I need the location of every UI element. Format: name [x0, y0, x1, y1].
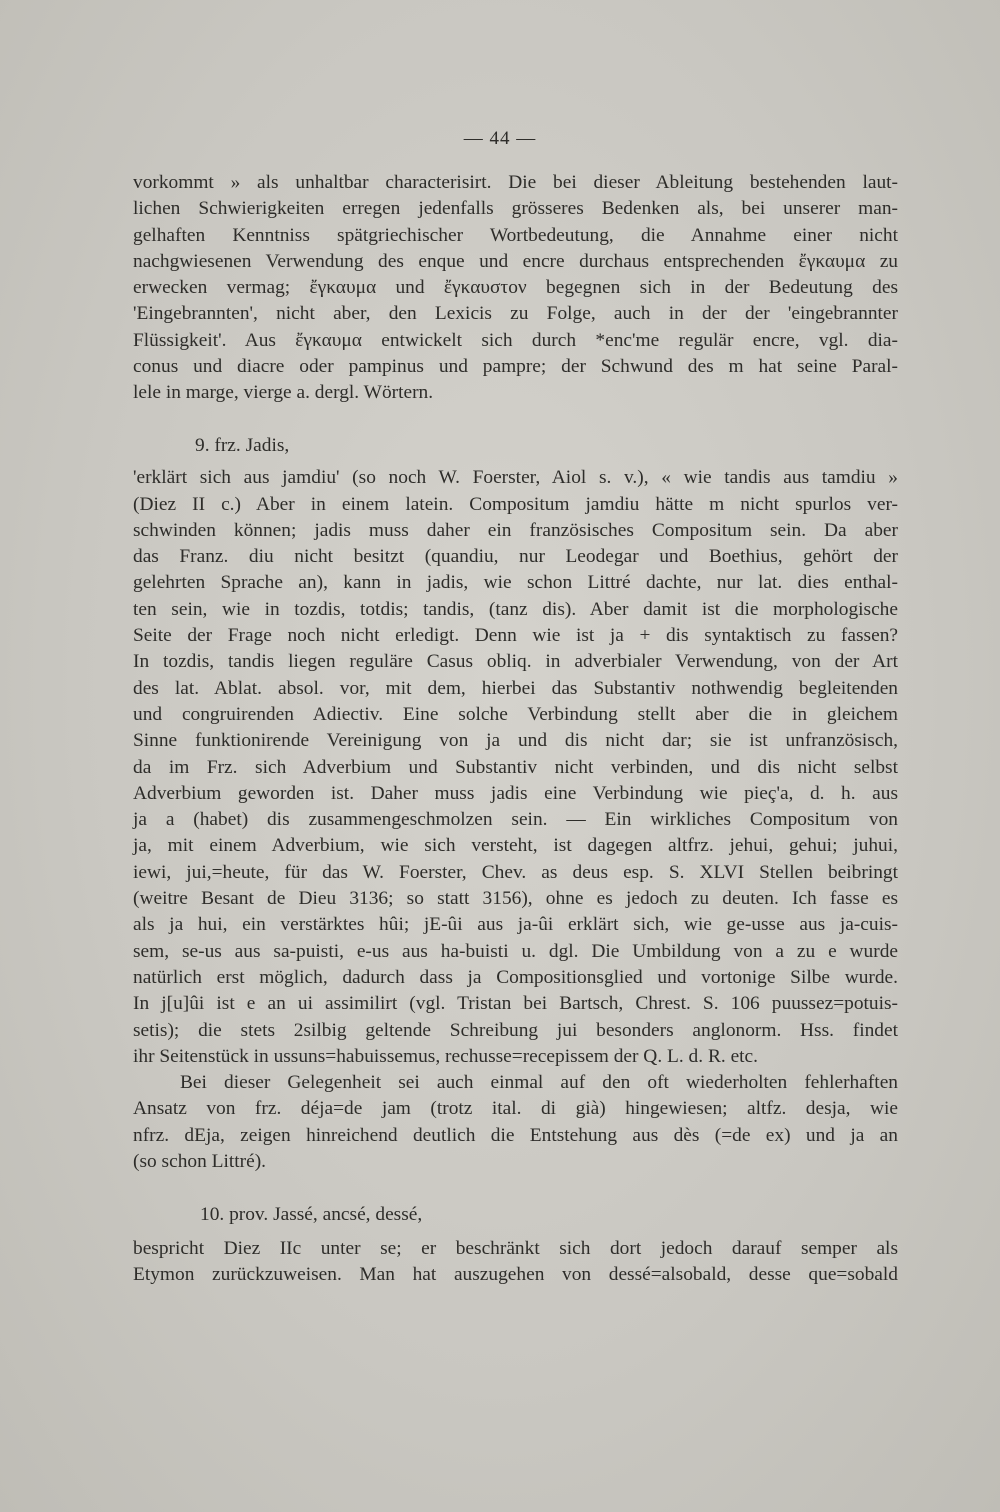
- text-line: setis); die stets 2silbig geltende Schreibung jui besonders anglonorm. Hss. findet: [133, 1019, 898, 1041]
- paragraph-2: [133, 465, 898, 1070]
- text-line: schwinden können; jadis muss daher ein französisches Compositum sein. Da aber: [133, 519, 898, 541]
- text-line: gelehrten Sprache an), kann in jadis, wie schon Littré dachte, nur lat. dies enthal-: [133, 572, 898, 594]
- text-line: Etymon zurückzuweisen. Man hat auszugehen von dessé=alsobald, desse que=sobald: [133, 1264, 898, 1286]
- text-line: ihr Seitenstück in ussuns=habuissemus, rechusse=recepissem der Q. L. d. R. etc.: [133, 1045, 759, 1067]
- text-line: (Diez II c.) Aber in einem latein. Compositum jamdiu hätte m nicht spurlos ver-: [133, 493, 898, 515]
- text-line: da im Frz. sich Adverbium und Substantiv nicht verbinden, und dis nicht selbst: [133, 756, 898, 778]
- text-line: bespricht Diez IIc unter se; er beschränkt sich dort jedoch darauf semper als: [133, 1237, 898, 1259]
- text-line: erwecken vermag; ἔγκαυμα und ἔγκαυστον begegnen sich in der Bedeutung des: [133, 277, 898, 299]
- paragraph-3: [133, 1070, 898, 1175]
- section-heading-10: 10. prov. Jassé, ancsé, dessé,: [200, 1203, 423, 1225]
- text-line: Seite der Frage noch nicht erledigt. Denn wie ist ja + dis syntaktisch zu fassen?: [133, 625, 898, 647]
- text-line: lele in marge, vierge a. dergl. Wörtern.: [133, 382, 434, 404]
- text-line: nfrz. dEja, zeigen hinreichend deutlich die Entstehung aus dès (=de ex) und ja an: [133, 1124, 898, 1146]
- page-number: — 44 —: [463, 128, 537, 149]
- spacer: [133, 1175, 898, 1201]
- text-line: gelhaften Kenntniss spätgriechischer Wortbedeutung, die Annahme einer nicht: [133, 224, 898, 246]
- text-line: Bei dieser Gelegenheit sei auch einmal auf den oft wiederholten fehlerhaften: [180, 1072, 898, 1094]
- paragraph-1: [133, 170, 898, 407]
- text-line: ja a (habet) dis zusammengeschmolzen sein. — Ein wirkliches Compositum von: [133, 809, 898, 831]
- text-line: vorkommt » als unhaltbar characterisirt. Die bei dieser Ableitung bestehenden laut-: [133, 172, 898, 193]
- text-line: Adverbium geworden ist. Daher muss jadis eine Verbindung wie pieç'a, d. h. aus: [133, 782, 898, 804]
- text-line: ja, mit einem Adverbium, wie sich versteht, ist dagegen altfrz. jehui, gehui; juhui,: [133, 835, 898, 857]
- text-line: des lat. Ablat. absol. vor, mit dem, hierbei das Substantiv nothwendig begleitenden: [133, 677, 898, 699]
- text-line: ten sein, wie in tozdis, totdis; tandis, (tanz dis). Aber damit ist die morphologische: [133, 598, 898, 620]
- text-line: 'erklärt sich aus jamdiu' (so noch W. Foerster, Aiol s. v.), « wie tandis aus tamdiu »: [133, 467, 898, 489]
- text-line: conus und diacre oder pampinus und pampre; der Schwund des m hat seine Paral-: [133, 356, 898, 378]
- spacer: [133, 1228, 898, 1236]
- text-line: 'Eingebrannten', nicht aber, den Lexicis zu Folge, auch in der der 'eingebrannter: [133, 303, 898, 325]
- text-line: In tozdis, tandis liegen reguläre Casus obliq. in adverbialer Verwendung, von der Art: [133, 651, 898, 673]
- spacer: [133, 407, 898, 433]
- text-line: und congruirenden Adiectiv. Eine solche Verbindung stellt aber die in gleichem: [133, 703, 898, 725]
- text-line: nachgwiesenen Verwendung des enque und encre durchaus entsprechenden ἔγκαυμα zu: [133, 250, 898, 272]
- text-line: natürlich erst möglich, dadurch dass ja Compositionsglied und vortonige Silbe wurde.: [133, 966, 898, 988]
- body-text: [133, 170, 898, 1288]
- text-line: Ansatz von frz. déja=de jam (trotz ital. di già) hingewiesen; altfz. desja, wie: [133, 1098, 898, 1120]
- text-line: In j[u]ûi ist e an ui assimilirt (vgl. Tristan bei Bartsch, Chrest. S. 106 puussez=potuis-: [133, 993, 898, 1015]
- text-line: (so schon Littré).: [133, 1150, 267, 1172]
- text-line: das Franz. diu nicht besitzt (quandiu, nur Leodegar und Boethius, gehört der: [133, 546, 898, 568]
- text-line: iewi, jui,=heute, für das W. Foerster, Chev. as deus esp. S. XLVI Stellen beibringt: [133, 861, 898, 883]
- paragraph-4: [133, 1236, 898, 1289]
- text-line: (weitre Besant de Dieu 3136; so statt 3156), ohne es jedoch zu deuten. Ich fasse es: [133, 888, 898, 910]
- text-line: Flüssigkeit'. Aus ἔγκαυμα entwickelt sich durch *enc'me regulär encre, vgl. dia-: [133, 329, 898, 351]
- text-line: lichen Schwierigkeiten erregen jedenfalls grösseres Bedenken als, bei unserer man-: [133, 198, 898, 220]
- section-heading-9: 9. frz. Jadis,: [195, 434, 290, 456]
- text-line: Sinne funktionirende Vereinigung von ja und dis nicht dar; sie ist unfranzösisch,: [133, 730, 898, 752]
- text-line: sem, se-us aus sa-puisti, e-us aus ha-buisti u. dgl. Die Umbildung von a zu e wurde: [133, 940, 898, 962]
- text-line: als ja hui, ein verstärktes hûi; jE-ûi aus ja-ûi erklärt sich, wie ge-usse aus ja-cuis-: [133, 914, 898, 936]
